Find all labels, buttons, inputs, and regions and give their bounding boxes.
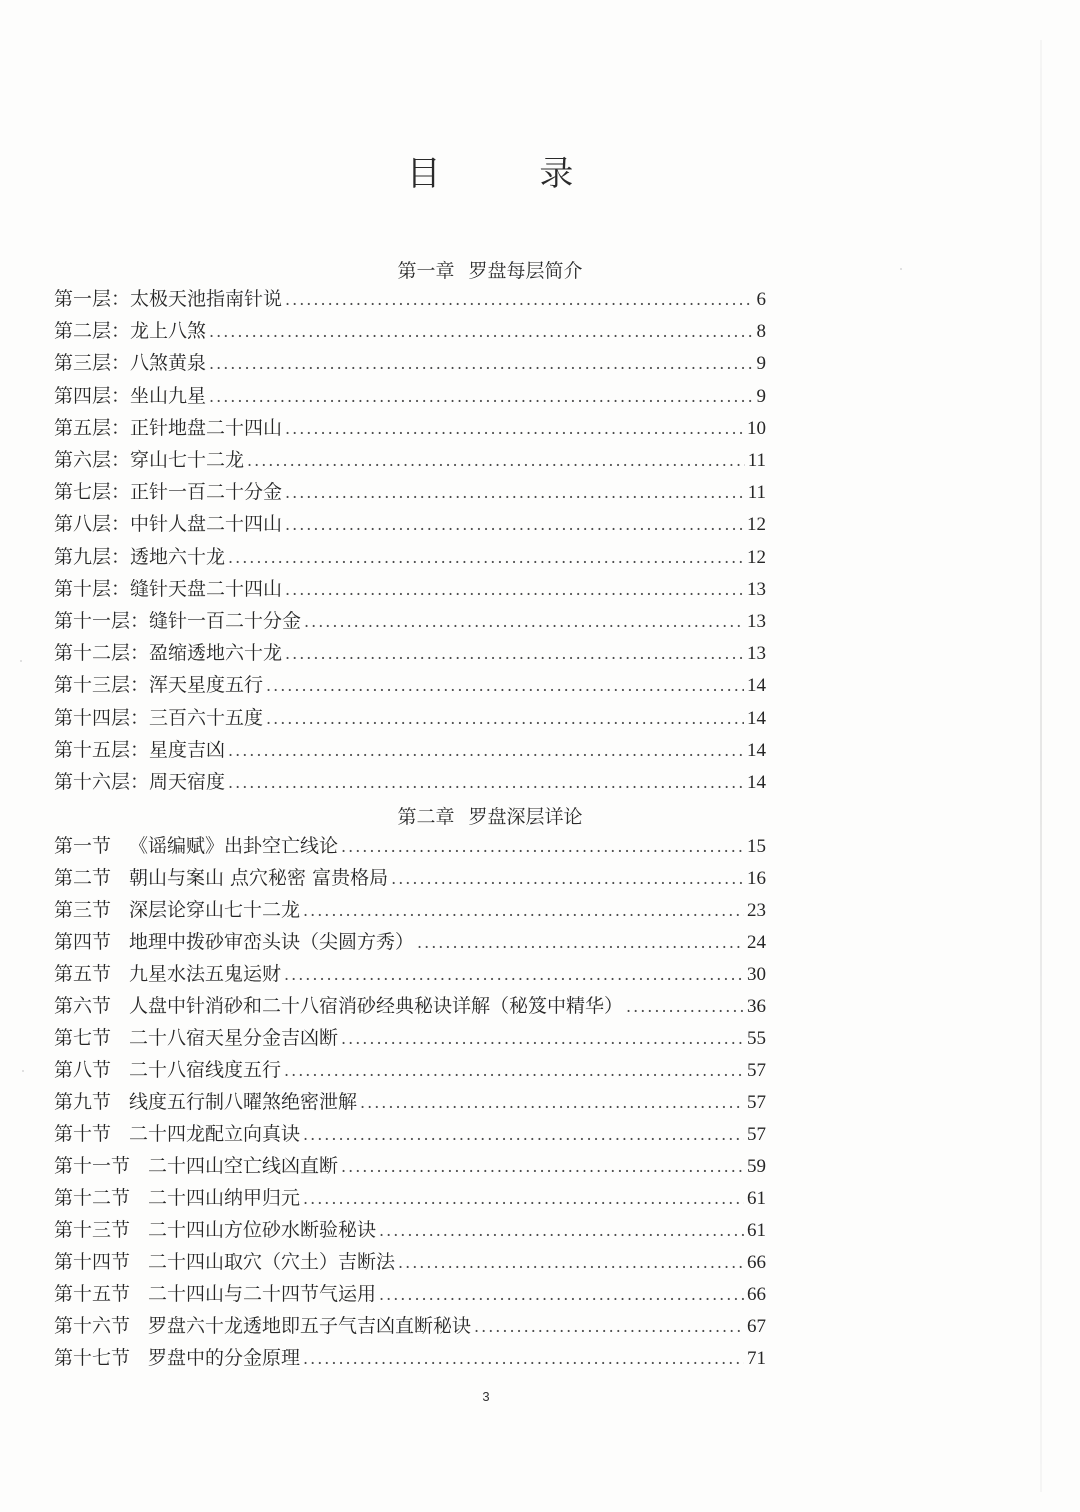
toc-entry-page: 14 [747,739,766,761]
toc-leader-dots [285,286,753,314]
toc-entry [54,1088,766,1116]
toc-entry-title: 线度五行制八曜煞绝密泄解 [129,1091,358,1113]
toc-entry [54,1248,766,1276]
toc-entry [54,896,766,924]
toc-entry-number: 第十六节 [54,1315,131,1337]
toc-entry [54,607,766,635]
toc-entry [54,1120,766,1148]
toc-entry-page: 11 [747,450,766,471]
toc-entry-page: 30 [747,964,766,985]
toc-entry-number: 第十三节 [54,1219,131,1241]
toc-entry-number: 第二节 [54,867,112,889]
toc-entry-separator: ： [111,545,131,568]
toc-entry-number: 第十四节 [54,1251,131,1273]
toc-entry-page: 59 [747,1156,766,1177]
toc-entry-separator: ： [130,706,150,729]
toc-entry-title: 坐山九星 [130,384,207,407]
toc-entry-page: 11 [747,482,766,504]
toc-leader-dots [379,1217,744,1245]
toc-leader-dots [341,1025,744,1053]
toc-entry-page: 57 [747,1124,766,1145]
toc-entry-title: 八煞黄泉 [130,352,207,375]
toc-entry-separator: ： [111,384,131,407]
toc-entry-number: 第五层 [54,416,112,439]
toc-entry-title: 二十四山与二十四节气运用 [148,1283,377,1305]
toc-entry [54,317,766,345]
toc-entry [54,349,766,377]
toc-entry [54,704,766,732]
toc-entry-number: 第十五节 [54,1283,131,1305]
toc-entry-number: 第十四层 [54,706,131,729]
chapter-heading [0,802,980,829]
toc-entry-separator: ： [111,577,131,600]
toc-entry-page: 13 [747,578,766,600]
toc-leader-dots [209,383,753,411]
toc-entry-page: 24 [747,932,766,953]
toc-leader-dots [304,608,744,636]
toc-entry-title: 深层论穿山七十二龙 [129,899,301,921]
toc-entry [54,736,766,764]
toc-entry-number: 第五节 [54,963,112,985]
toc-entry-number: 第十层 [54,577,112,600]
toc-entry-number: 第七节 [54,1027,112,1049]
chapter-title: 罗盘深层详论 [468,806,583,828]
toc-entry-page: 61 [747,1220,766,1241]
toc-entry [54,671,766,699]
toc-entry-number: 第八节 [54,1059,112,1081]
toc-leader-dots [285,415,744,443]
toc-entry [54,510,766,538]
toc-entry [54,1056,766,1084]
toc-entry-number: 第二层 [54,320,112,343]
toc-entry-page: 55 [747,1028,766,1049]
toc-entry-number: 第十节 [54,1123,112,1145]
toc-leader-dots [303,1345,744,1373]
toc-entry-page: 13 [747,611,766,632]
toc-entry-title: 中针人盘二十四山 [130,513,283,536]
toc-entry [54,960,766,988]
toc-entry-page: 71 [747,1348,766,1369]
toc-entry-page: 12 [747,514,766,536]
toc-entry-page: 6 [756,289,766,310]
toc-entry [54,1216,766,1244]
toc-entry-number: 第三层 [54,352,112,375]
page-title: 目 录 [406,154,618,194]
toc-leader-dots [360,1089,744,1117]
toc-entry-title: 地理中拨砂审峦头诀（尖圆方秀） [129,931,415,953]
scan-speck [900,268,902,270]
toc-entry-title: 星度吉凶 [149,738,226,761]
toc-leader-dots [228,737,744,765]
toc-entry-page: 66 [747,1252,766,1273]
toc-entry [54,1344,766,1372]
toc-entry-number: 第十二节 [54,1187,131,1209]
toc-entry-title: 三百六十五度 [149,706,264,729]
toc-entry-title: 穿山七十二龙 [130,449,245,471]
toc-entry-title: 透地六十龙 [130,545,226,568]
toc-entry-number: 第十一节 [54,1155,131,1177]
toc-entry [54,478,766,506]
toc-leader-dots [228,769,744,797]
toc-entry [54,992,766,1020]
toc-entry-page: 14 [747,675,766,697]
toc-entry-number: 第十一层 [54,610,131,632]
toc-entry-number: 第一层 [54,288,112,310]
toc-leader-dots [474,1313,744,1341]
toc-entry-title: 罗盘中的分金原理 [148,1347,301,1369]
toc-entry [54,575,766,603]
toc-entry-page: 12 [747,546,766,568]
toc-entry-title: 二十四山纳甲归元 [148,1187,301,1209]
toc-entry-number: 第九节 [54,1091,112,1113]
page-edge-shadow [1040,40,1042,1492]
toc-entry-title: 盈缩透地六十龙 [149,642,283,665]
toc-entry-title: 朝山与案山 点穴秘密 富贵格局 [129,867,389,889]
toc-leader-dots [285,576,744,604]
toc-leader-dots [341,833,744,861]
toc-entry-number: 第十五层 [54,738,131,761]
toc-entry-title: 二十四山取穴（穴土）吉断法 [148,1251,396,1273]
scan-speck [20,660,22,662]
toc-entry-page: 9 [756,385,766,407]
toc-entry-page: 10 [747,417,766,439]
toc-entry-number: 第四层 [54,384,112,407]
toc-leader-dots [284,961,744,989]
toc-entry-title: 二十八宿线度五行 [129,1059,282,1081]
toc-leader-dots [303,1121,744,1149]
toc-entry-number: 第十六层 [54,771,131,793]
toc-entry-number: 第七层 [54,481,112,504]
toc-entry-separator: ： [130,610,150,632]
toc-leader-dots [341,1153,744,1181]
toc-entry-title: 太极天池指南针说 [130,288,283,310]
toc-entry-number: 第六层 [54,449,112,471]
toc-entry-page: 8 [756,321,766,343]
toc-entry-page: 13 [747,643,766,665]
toc-leader-dots [379,1281,744,1309]
toc-entry-page: 67 [747,1316,766,1337]
toc-entry-separator: ： [111,513,131,536]
toc-entry-separator: ： [111,288,131,310]
toc-entry-number: 第十七节 [54,1347,131,1369]
toc-entry-number: 第四节 [54,931,112,953]
toc-leader-dots [209,318,753,346]
toc-entry-title: 罗盘六十龙透地即五子气吉凶直断秘诀 [148,1315,472,1337]
toc-leader-dots [266,672,744,700]
scan-speck [22,1070,24,1072]
toc-entry-page: 16 [747,868,766,889]
toc-entry-title: 人盘中针消砂和二十八宿消砂经典秘诀详解（秘笈中精华） [129,995,624,1017]
toc-leader-dots [303,897,744,925]
toc-entry-separator: ： [130,771,150,793]
toc-entry [54,1312,766,1340]
chapter-title: 罗盘每层简介 [468,260,583,282]
toc-entry-page: 57 [747,1092,766,1113]
toc-entry-number: 第十三层 [54,674,131,697]
toc-entry-title: 正针地盘二十四山 [130,416,283,439]
toc-entry-separator: ： [111,416,131,439]
toc-entry-page: 14 [747,772,766,793]
toc-entry-number: 第十二层 [54,642,131,665]
toc-entry-title: 九星水法五鬼运财 [129,963,282,985]
toc-entry-title: 缝针一百二十分金 [149,610,302,632]
toc-entry-page: 57 [747,1060,766,1081]
toc-entry-page: 14 [747,707,766,729]
toc-entry-page: 61 [747,1188,766,1209]
toc-leader-dots [228,544,744,572]
toc-entry-title: 二十四山方位砂水断验秘诀 [148,1219,377,1241]
toc-entry-number: 第一节 [54,835,112,857]
toc-leader-dots [398,1249,744,1277]
toc-entry-title: 《谣编赋》出卦空亡线论 [129,835,339,857]
chapter-number: 第二章 [397,806,455,828]
toc-entry-page: 66 [747,1284,766,1305]
toc-entry [54,928,766,956]
toc-entry-separator: ： [111,481,131,504]
toc-entry [54,1152,766,1180]
toc-entry-title: 缝针天盘二十四山 [130,577,283,600]
toc-entry-separator: ： [111,320,131,343]
toc-entry-separator: ： [111,352,131,375]
toc-entry [54,382,766,410]
toc-leader-dots [285,511,744,539]
chapter-number: 第一章 [397,260,455,282]
toc-entry [54,1280,766,1308]
toc-entry-page: 23 [747,900,766,921]
toc-entry [54,543,766,571]
toc-leader-dots [285,640,744,668]
toc-entry [54,864,766,892]
toc-entry [54,639,766,667]
toc-entry [54,1184,766,1212]
toc-entry-title: 二十四龙配立向真诀 [129,1123,301,1145]
toc-leader-dots [626,993,744,1021]
toc-entry-number: 第八层 [54,513,112,536]
toc-entry-title: 龙上八煞 [130,320,207,343]
toc-entry-separator: ： [130,642,150,665]
toc-leader-dots [209,350,753,378]
toc-leader-dots [284,1057,744,1085]
toc-entry-page: 15 [747,836,766,857]
chapter-heading [0,256,980,283]
toc-entry-number: 第九层 [54,545,112,568]
toc-entry-separator: ： [111,449,131,471]
toc-entry-number: 第六节 [54,995,112,1017]
toc-entry-title: 二十四山空亡线凶直断 [148,1155,339,1177]
toc-entry [54,832,766,860]
toc-entry-title: 周天宿度 [149,771,226,793]
toc-leader-dots [391,865,744,893]
toc-entry-title: 正针一百二十分金 [130,481,283,504]
toc-entry [54,446,766,474]
toc-leader-dots [266,705,744,733]
toc-leader-dots [247,447,745,475]
toc-leader-dots [417,929,744,957]
toc-entry [54,414,766,442]
toc-entry-separator: ： [130,738,150,761]
toc-leader-dots [303,1185,744,1213]
toc-entry-title: 二十八宿天星分金吉凶断 [129,1027,339,1049]
toc-entry-page: 36 [747,996,766,1017]
toc-entry [54,285,766,313]
toc-leader-dots [285,479,745,507]
toc-entry-number: 第三节 [54,899,112,921]
toc-entry-separator: ： [130,674,150,697]
page-number: 3 [482,1389,490,1404]
toc-entry [54,768,766,796]
toc-entry-page: 9 [756,353,766,375]
toc-entry [54,1024,766,1052]
toc-entry-title: 浑天星度五行 [149,674,264,697]
